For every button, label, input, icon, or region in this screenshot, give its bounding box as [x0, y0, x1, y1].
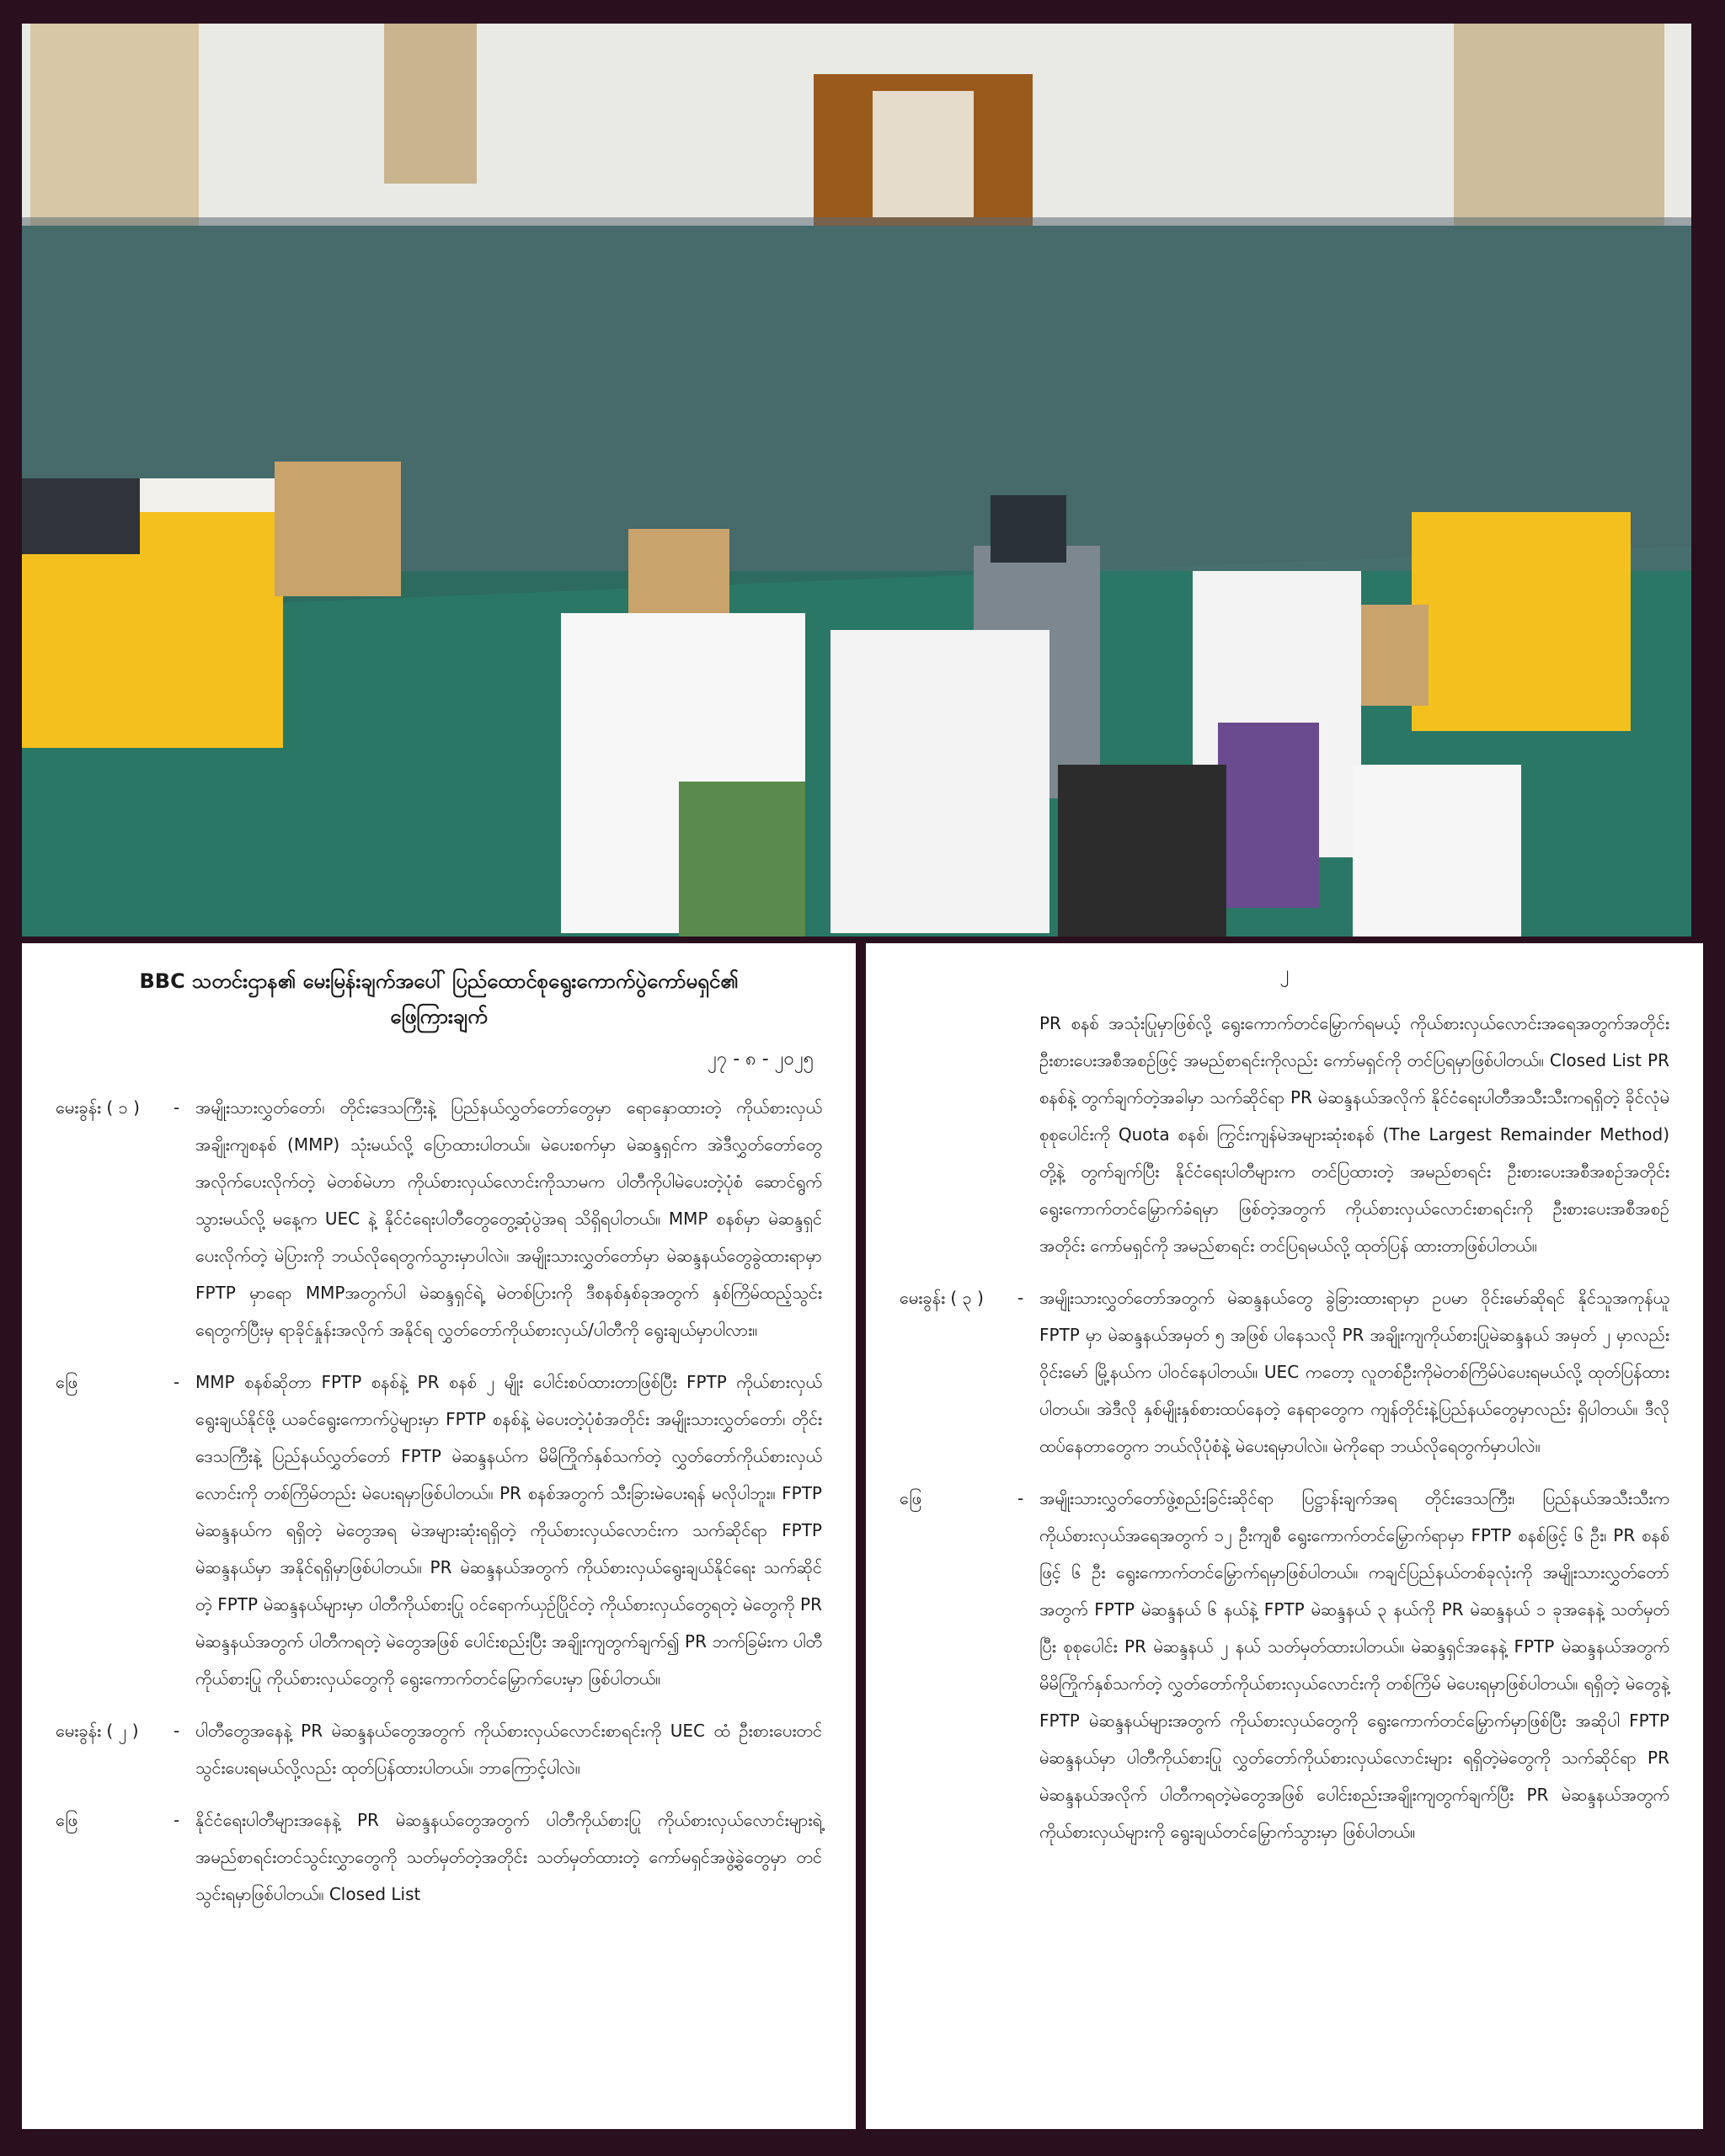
title-line-2: ဖြေကြားချက် [390, 1005, 488, 1028]
statement-page-1 [22, 943, 856, 2129]
photo-illustration [22, 24, 1691, 937]
event-photo [22, 24, 1691, 937]
answer-3 [900, 1480, 1669, 1850]
document-date: ၂၇ - ၈ - ၂၀၂၅ [708, 1049, 814, 1070]
answer-text: MMP စနစ်ဆိုတာ FPTP စနစ်နဲ့ PR စနစ် ၂ မျိုး ပေါင်းစပ်ထားတာဖြစ်ပြီး FPTP ကိုယ်စားလှယ် ရွေးချယ်နိုင်ဖို့ ယခင်ရွေးကောက်ပွဲများမှာ FPTP စနစ်နဲ့ မဲပေးတဲ့ပုံစံအတိုင်း အမျိုးသားလွှတ်တော်၊ တိုင်းဒေသကြီးနဲ့ ပြည်နယ်လွှတ်တော် FPTP မဲဆန္ဒနယ်က မိမိကြိုက်နှစ်သက်တဲ့ လွှတ်တော်ကိုယ်စားလှယ်လောင်းကို တစ်ကြိမ်တည်း မဲပေးရမှာဖြစ်ပါတယ်။ PR စနစ်အတွက် သီးခြားမဲပေးရန် မလိုပါဘူး။ FPTP မဲဆန္ဒနယ်က ရရှိတဲ့ မဲတွေအရ မဲအများဆုံးရရှိတဲ့ ကိုယ်စားလှယ်လောင်းက သက်ဆိုင်ရာ FPTP မဲဆန္ဒနယ်မှာ အနိုင်ရရှိမှာဖြစ်ပါတယ်။ PR မဲဆန္ဒနယ်အတွက် ကိုယ်စားလှယ်ရွေးချယ်နိုင်ရေး သက်ဆိုင်တဲ့ FPTP မဲဆန္ဒနယ်များမှာ ပါတီကိုယ်စားပြု ဝင်ရောက်ယှဉ်ပြိုင်တဲ့ ကိုယ်စားလှယ်တွေရတဲ့ မဲတွေကို PR မဲဆန္ဒနယ်အတွက် ပါတီကရတဲ့ မဲတွေအဖြစ် ပေါင်းစည်းပြီး အချိုးကျတွက်ချက်၍ PR ဘက်ခြမ်းက ပါတီကိုယ်စားပြု ကိုယ်စားလှယ်တွေကို ရွေးကောက်တင်မြှောက်ပေးမှာ ဖြစ်ပါတယ်။ [195, 1372, 822, 1689]
separator-dash: - [1017, 1288, 1024, 1308]
title-line-1: BBC သတင်းဌာန၏ မေးမြန်းချက်အပေါ် ပြည်ထောင်စုရွေးကောက်ပွဲကော်မရှင်၏ [139, 969, 739, 993]
answer-text: အမျိုးသားလွှတ်တော်ဖွဲ့စည်းခြင်းဆိုင်ရာ ပြဋ္ဌာန်းချက်အရ တိုင်းဒေသကြီး၊ ပြည်နယ်အသီးသီးက ကိုယ်စားလှယ်အရေအတွက် ၁၂ ဦးကျစီ ရွေးကောက်တင်မြှောက်ရာမှာ FPTP စနစ်ဖြင့် ၆ ဦး၊ PR စနစ်ဖြင့် ၆ ဦး ရွေးကောက်တင်မြှောက်ရမှာဖြစ်ပါတယ်။ ကချင်ပြည်နယ်တစ်ခုလုံးကို အမျိုးသားလွှတ်တော်အတွက် FPTP မဲဆန္ဒနယ် ၆ နယ်နဲ့ FPTP မဲဆန္ဒနယ် ၃ နယ်ကို PR မဲဆန္ဒနယ် ၁ ခုအနေနဲ့ သတ်မှတ်ပြီး စုစုပေါင်း PR မဲဆန္ဒနယ် ၂ နယ် သတ်မှတ်ထားပါတယ်။ မဲဆန္ဒရှင်အနေနဲ့ FPTP မဲဆန္ဒနယ်အတွက် မိမိကြိုက်နှစ်သက်တဲ့ လွှတ်တော်ကိုယ်စားလှယ်လောင်းကို တစ်ကြိမ် မဲပေးရမှာဖြစ်ပါတယ်။ ရရှိတဲ့ မဲတွေနဲ့ FPTP မဲဆန္ဒနယ်များအတွက် ကိုယ်စားလှယ်တွေကို ရွေးကောက်တင်မြှောက်မှာဖြစ်ပြီး အဆိုပါ FPTP မဲဆန္ဒနယ်မှာ ပါတီကိုယ်စားပြု လွှတ်တော်ကိုယ်စားလှယ်လောင်းများ ရရှိတဲ့မဲတွေကို သက်ဆိုင်ရာ PR မဲဆန္ဒနယ်အလိုက် ပါတီကရတဲ့မဲတွေအဖြစ် ပေါင်းစည်းအချိုးကျတွက်ချက်ပြီး PR မဲဆန္ဒနယ်အတွက် ကိုယ်စားလှယ်များကို ရွေးချယ်တင်မြှောက်သွားမှာ ဖြစ်ပါတယ်။ [1039, 1488, 1669, 1842]
curtain-mid [384, 24, 477, 184]
question-label: မေးခွန်း ( ၂ ) [56, 1721, 139, 1741]
answer-2-continued: PR စနစ် အသုံးပြုမှာဖြစ်လို့ ရွေးကောက်တင်မြှောက်ရမယ့် ကိုယ်စားလှယ်လောင်းအရေအတွက်အတိုင်း ဦးစားပေးအစီအစဉ်ဖြင့် အမည်စာရင်းကိုလည်း ကော်မရှင်ကို တင်ပြရမှာဖြစ်ပါတယ်။ Closed List PR စနစ်နဲ့ တွက်ချက်တဲ့အခါမှာ သက်ဆိုင်ရာ PR မဲဆန္ဒနယ်အလိုက် နိုင်ငံရေးပါတီအသီးသီးကရရှိတဲ့ ခိုင်လုံမဲစုစုပေါင်းကို Quota စနစ်၊ ကြွင်းကျန်မဲအများဆုံးစနစ် (The Largest Remainder Method) တို့နဲ့ တွက်ချက်ပြီး နိုင်ငံရေးပါတီများက တင်ပြထားတဲ့ အမည်စာရင်း ဦးစားပေးအစီအစဉ်အတိုင်း ရွေးကောက်တင်မြှောက်ခံရမှာ ဖြစ်တဲ့အတွက် ကိုယ်စားလှယ်လောင်းစာရင်းကို ဦးစားပေးအစီအစဉ်အတိုင်း ကော်မရှင်ကို အမည်စာရင်း တင်ပြရမယ်လို့ ထုတ်ပြန် ထားတာဖြစ်ပါတယ်။ [1039, 1013, 1669, 1256]
question-1 [56, 1089, 822, 1348]
question-text: အမျိုးသားလွှတ်တော်၊ တိုင်းဒေသကြီးနဲ့ ပြည်နယ်လွှတ်တော်တွေမှာ ရောနှောထားတဲ့ ကိုယ်စားလှယ်အချိုးကျစနစ် (MMP) သုံးမယ်လို့ ပြောထားပါတယ်။ မဲပေးစက်မှာ မဲဆန္ဒရှင်က အဲဒီလွှတ်တော်တွေအလိုက်ပေးလိုက်တဲ့ မဲတစ်မဲဟာ ကိုယ်စားလှယ်လောင်းကိုသာမက ပါတီကိုပါမဲပေးတဲ့ပုံစံ ဆောင်ရွက်သွားမယ်လို့ မနေ့က UEC နဲ့ နိုင်ငံရေးပါတီတွေတွေ့ဆုံပွဲအရ သိရှိရပါတယ်။ MMP စနစ်မှာ မဲဆန္ဒရှင်ပေးလိုက်တဲ့ မဲပြားကို ဘယ်လိုရေတွက်သွားမှာပါလဲ။ အမျိုးသားလွှတ်တော်မှာ မဲဆန္ဒနယ်တွေခွဲထားရာမှာ FPTP မှာရော MMPအတွက်ပါ မဲဆန္ဒရှင်ရဲ့ မဲတစ်ပြားကို ဒီစနစ်နှစ်ခုအတွက် နှစ်ကြိမ်ထည့်သွင်းရေတွက်ပြီးမှ ရာခိုင်နှုန်းအလိုက် အနိုင်ရ လွှတ်တော်ကိုယ်စားလှယ်/ပါတီကို ရွေးချယ်မှာပါလား။ [195, 1097, 822, 1340]
separator-dash: - [174, 1810, 180, 1830]
answer-1 [56, 1364, 822, 1697]
question-label: မေးခွန်း ( ၁ ) [56, 1097, 140, 1118]
question-label: မေးခွန်း ( ၃ ) [900, 1288, 984, 1308]
yellow-table-right [1412, 512, 1631, 731]
separator-dash: - [174, 1097, 180, 1118]
question-text: ပါတီတွေအနေနဲ့ PR မဲဆန္ဒနယ်တွေအတွက် ကိုယ်စားလှယ်လောင်းစာရင်းကို UEC ထံ ဦးစားပေးတင်သွင်းပေးရမယ်လို့လည်း ထုတ်ပြန်ထားပါတယ်။ ဘာကြောင့်ပါလဲ။ [195, 1721, 822, 1778]
curtain-left [30, 24, 199, 243]
answer-label: ဖြေ [56, 1810, 78, 1830]
answer-2 [56, 1801, 822, 1913]
separator-dash: - [174, 1372, 180, 1392]
document-title [56, 963, 822, 1034]
separator-dash: - [1017, 1488, 1024, 1508]
separator-dash: - [174, 1721, 180, 1741]
answer-text: နိုင်ငံရေးပါတီများအနေနဲ့ PR မဲဆန္ဒနယ်တွေအတွက် ပါတီကိုယ်စားပြု ကိုယ်စားလှယ်လောင်းများရဲ့ အမည်စာရင်းတင်သွင်းလွှာတွေကို သတ်မှတ်တဲ့အတိုင်း သတ်မှတ်ထားတဲ့ ကော်မရှင်အဖွဲ့ခွဲတွေမှာ တင်သွင်းရမှာဖြစ်ပါတယ်။ Closed List [195, 1810, 822, 1904]
answer-label: ဖြေ [56, 1372, 78, 1392]
cardbox [275, 462, 401, 596]
answer-label: ဖြေ [900, 1488, 922, 1508]
statement-page-2 [866, 943, 1703, 2129]
question-2 [56, 1712, 822, 1786]
page-number: ၂ [1279, 963, 1290, 984]
question-3 [900, 1279, 1669, 1465]
question-text: အမျိုးသားလွှတ်တော်အတွက် မဲဆန္ဒနယ်တွေ ခွဲခြားထားရာမှာ ဥပမာ ဝိုင်းမော်ဆိုရင် နိုင်သူအကုန်ယူ FPTP မှာ မဲဆန္ဒနယ်အမှတ် ၅ အဖြစ် ပါနေသလို PR အချိုးကျကိုယ်စားပြုမဲဆန္ဒနယ် အမှတ် ၂ မှာလည်း ဝိုင်းမော် မြို့နယ်က ပါဝင်နေပါတယ်။ UEC ကတော့ လူတစ်ဦးကိုမဲတစ်ကြိမ်ပဲပေးရမယ်လို့ ထုတ်ပြန်ထားပါတယ်။ အဲဒီလို နှစ်မျိုးနှစ်စားထပ်နေတဲ့ နေရာတွေက ကျန်တိုင်းနဲ့ပြည်နယ်တွေမှာလည်း ရှိပါတယ်။ ဒီလို ထပ်နေတာတွေက ဘယ်လိုပုံစံနဲ့ မဲပေးရမှာပါလဲ။ မဲကိုရော ဘယ်လိုရေတွက်မှာပါလဲ။ [1039, 1288, 1669, 1456]
laptop [22, 478, 140, 554]
